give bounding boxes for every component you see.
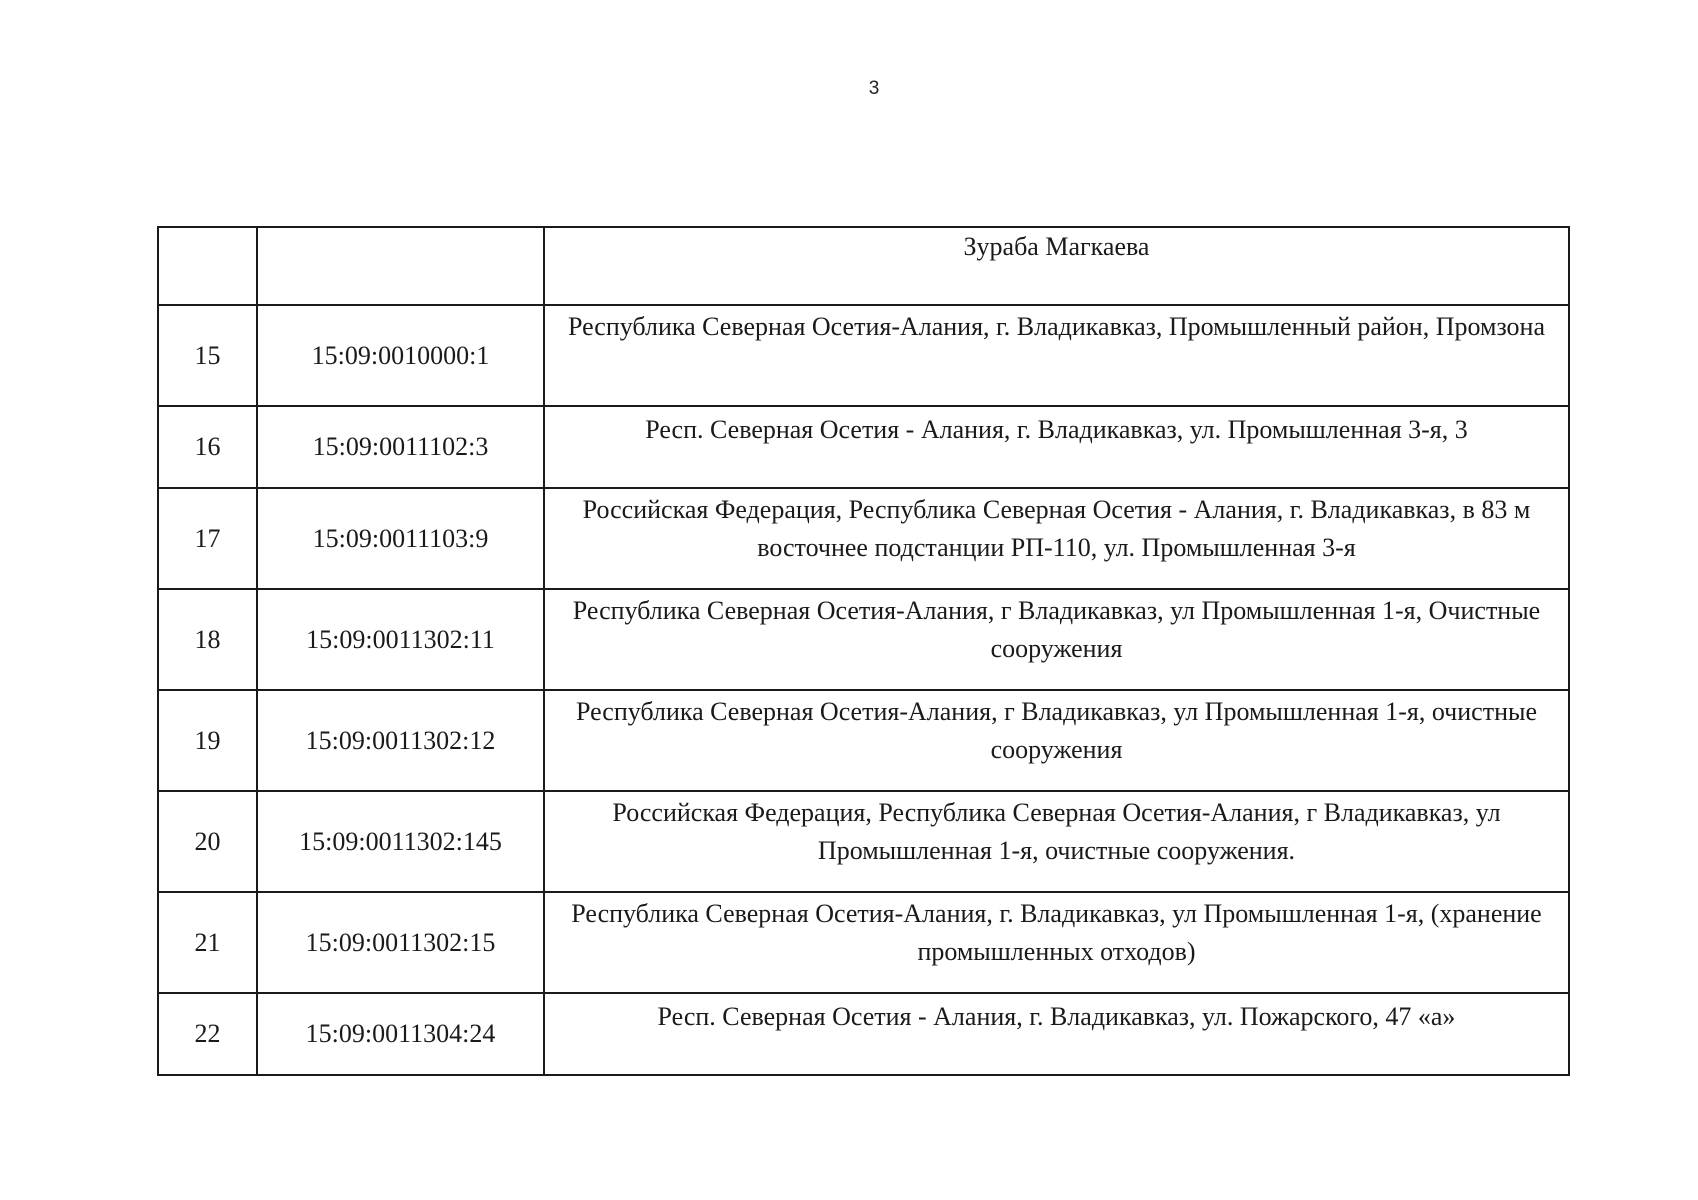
cadastral-number-cell: 15:09:0011302:145 [257,791,544,892]
cadastral-number-cell: 15:09:0010000:1 [257,305,544,406]
cadastral-number-cell: 15:09:0011302:12 [257,690,544,791]
row-number-cell: 21 [158,892,257,993]
row-number-cell: 22 [158,993,257,1075]
row-number-cell: 20 [158,791,257,892]
address-cell: Респ. Северная Осетия - Алания, г. Владикавказ, ул. Промышленная 3-я, 3 [544,406,1569,488]
table-row [158,488,1569,589]
cadastral-number-cell [257,227,544,305]
row-number-cell: 19 [158,690,257,791]
table-row [158,993,1569,1075]
cadastral-number-cell: 15:09:0011102:3 [257,406,544,488]
address-cell: Респ. Северная Осетия - Алания, г. Владикавказ, ул. Пожарского, 47 «а» [544,993,1569,1075]
row-number-cell: 15 [158,305,257,406]
cadastral-number-cell: 15:09:0011302:15 [257,892,544,993]
address-cell: Республика Северная Осетия-Алания, г Владикавказ, ул Промышленная 1-я, очистные сооружения [544,690,1569,791]
address-cell: Российская Федерация, Республика Северная Осетия - Алания, г. Владикавказ, в 83 м восточнее подстанции РП-110, ул. Промышленная 3-я [544,488,1569,589]
table-row [158,406,1569,488]
page-number: 3 [868,78,880,99]
cadastral-number-cell: 15:09:0011103:9 [257,488,544,589]
address-cell: Зураба Магкаева [544,227,1569,305]
address-cell: Республика Северная Осетия-Алания, г Владикавказ, ул Промышленная 1-я, Очистные сооружения [544,589,1569,690]
cadastral-number-cell: 15:09:0011302:11 [257,589,544,690]
address-cell: Российская Федерация, Республика Северная Осетия-Алания, г Владикавказ, ул Промышленная 1-я, очистные сооружения. [544,791,1569,892]
table-row [158,690,1569,791]
table-row [158,791,1569,892]
address-cell: Республика Северная Осетия-Алания, г. Владикавказ, ул Промышленная 1-я, (хранение промышленных отходов) [544,892,1569,993]
row-number-cell [158,227,257,305]
table-row [158,589,1569,690]
address-cell: Республика Северная Осетия-Алания, г. Владикавказ, Промышленный район, Промзона [544,305,1569,406]
row-number-cell: 16 [158,406,257,488]
table-row [158,892,1569,993]
row-number-cell: 18 [158,589,257,690]
table-row-continuation [158,227,1569,305]
land-plot-table [157,226,1570,1076]
table-row [158,305,1569,406]
cadastral-number-cell: 15:09:0011304:24 [257,993,544,1075]
row-number-cell: 17 [158,488,257,589]
